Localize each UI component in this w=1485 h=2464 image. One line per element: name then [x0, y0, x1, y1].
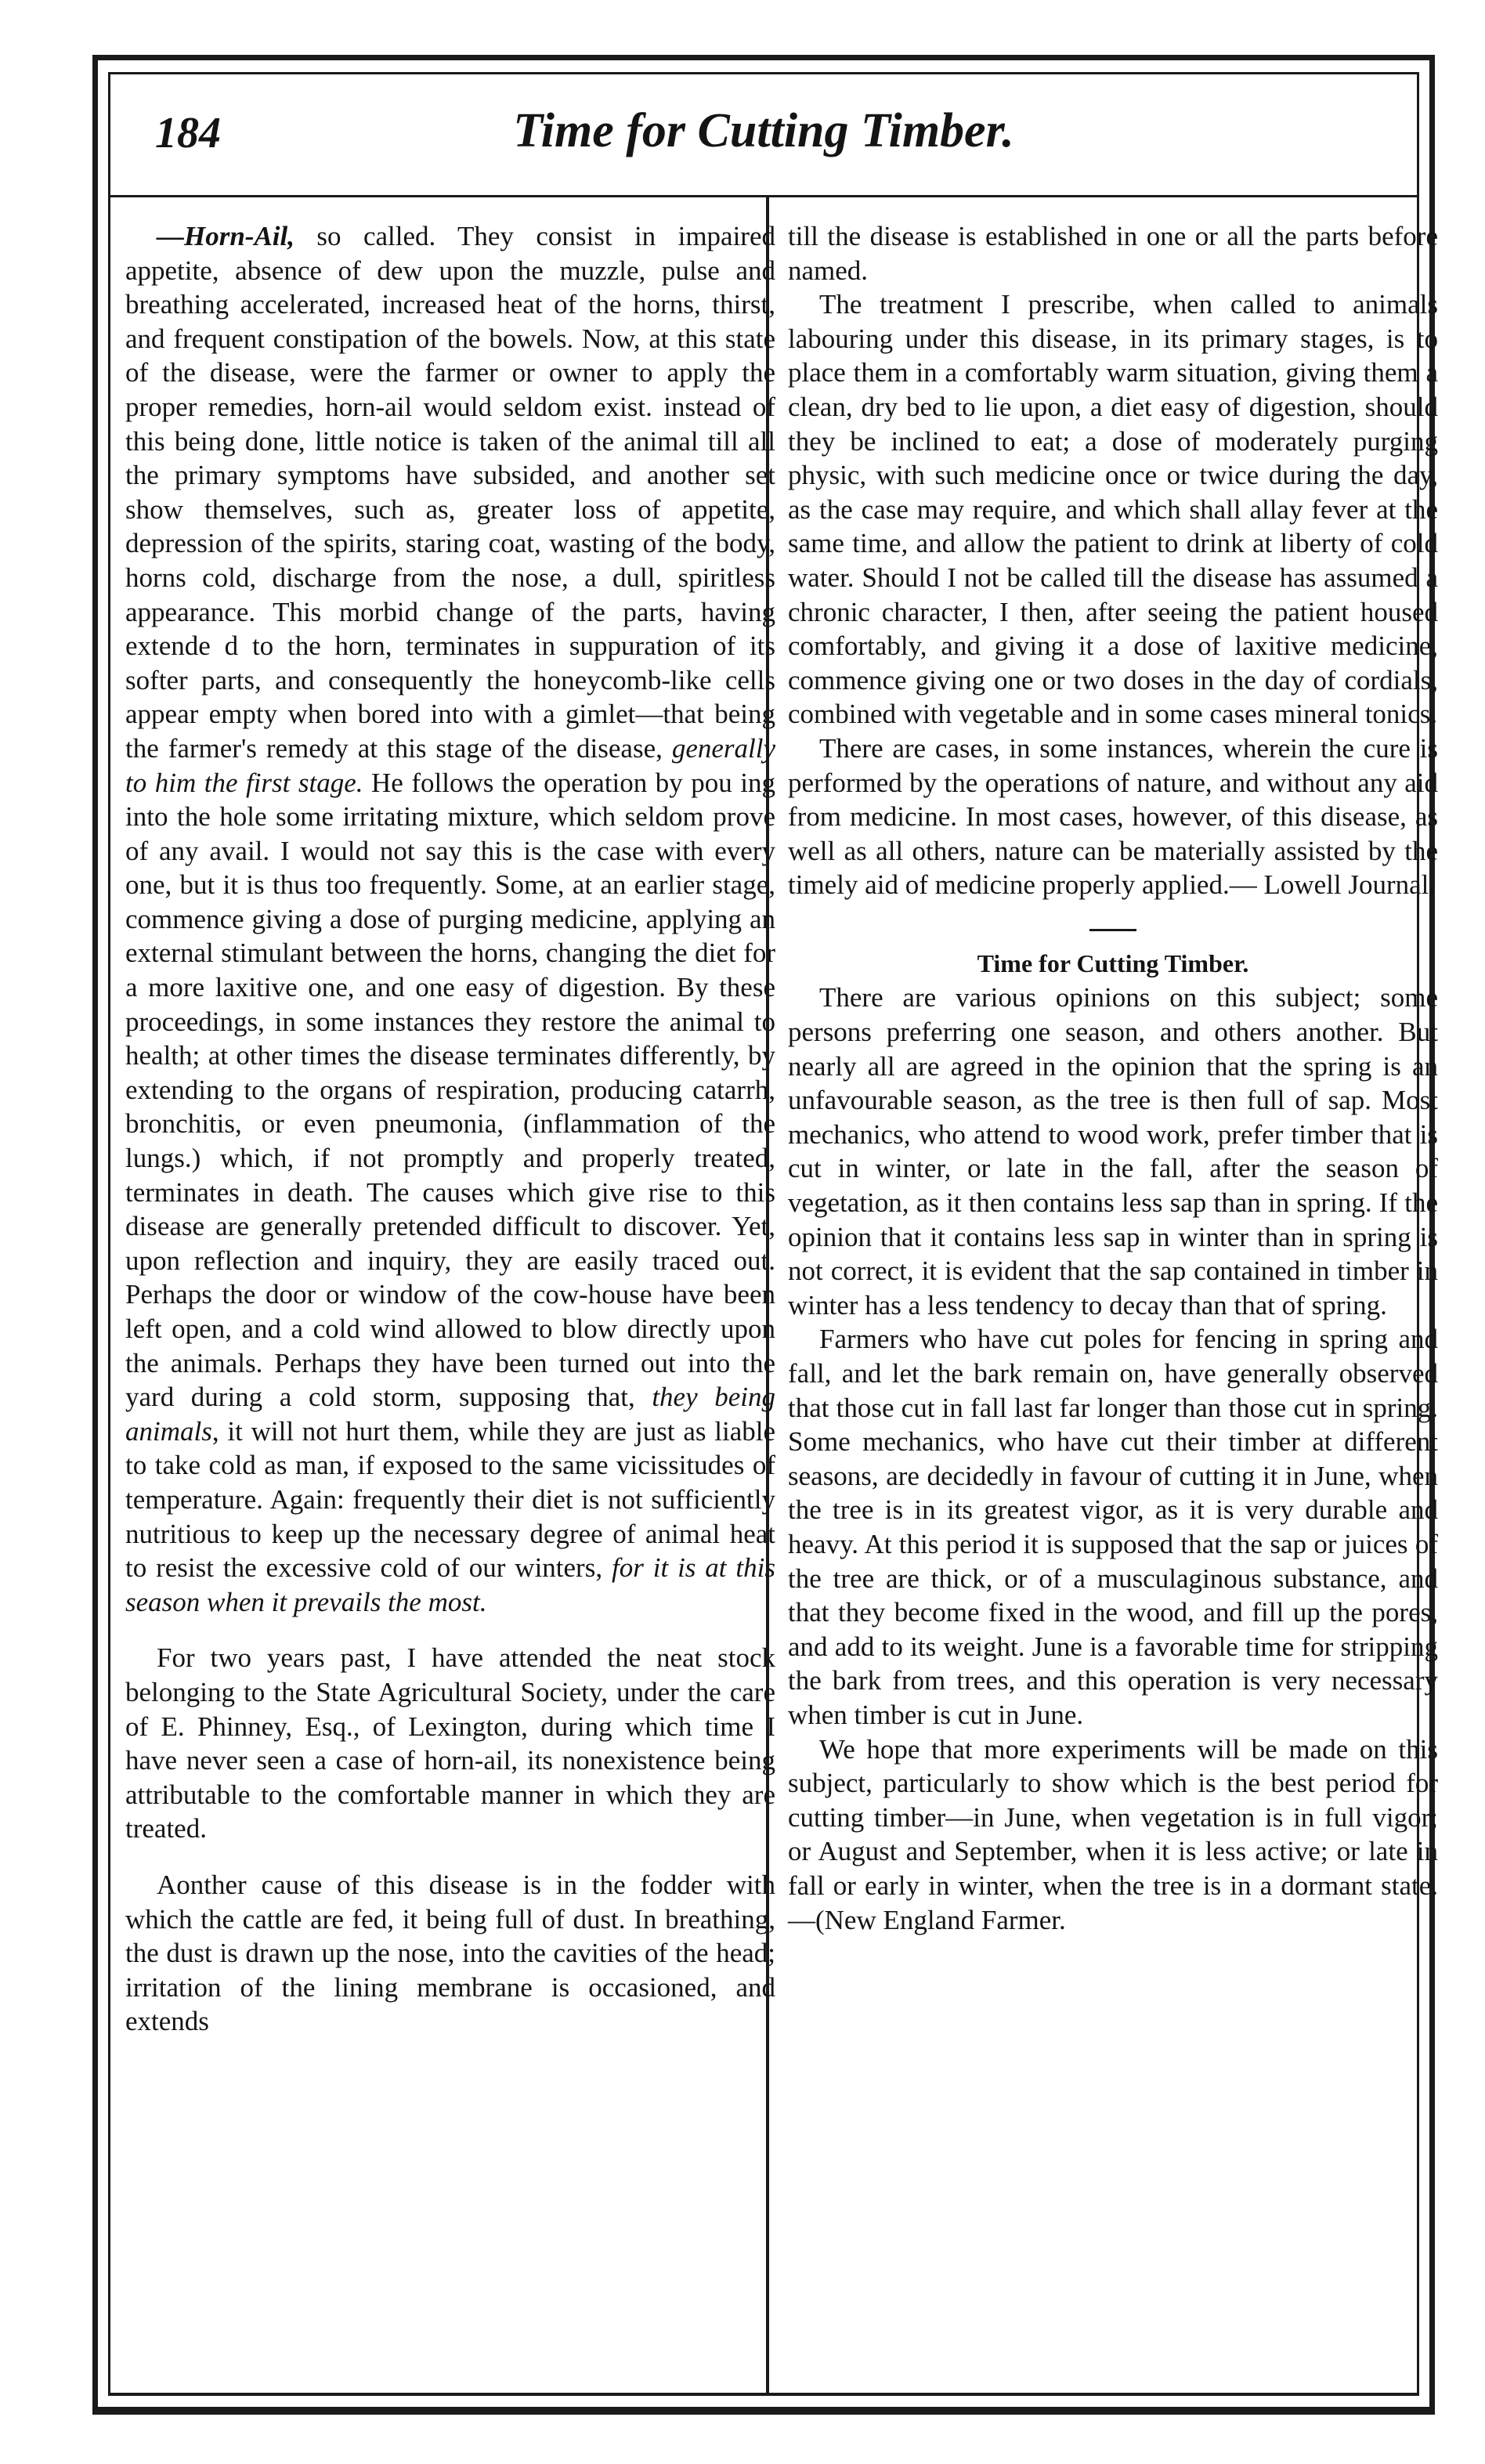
neat-stock-paragraph: For two years past, I have attended the neat stock belonging to the State Agricultural Society, under the care of E. Phinney, Esq., of Lexington, during which time I have never seen a case of horn-ail, its nonexistence being attributable to the comfortable manner in which they are treated. — [125, 1642, 775, 1844]
treatment-paragraph: The treatment I prescribe, when called to animals labouring under this disease, in its primary stages, is to place them in a comfortably warm situation, giving them a clean, dry bed to lie upon, a diet easy of digestion, should they be inclined to eat; a dose of moderately purging physic, with such medicine once or twice during the day, as the case may require, and which shall allay fever at the same time, and allow the patient to drink at liberty of cold water. Should I not be called till the disease has assumed a chronic character, I then, after seeing the patient housed comfortably, and giving it a dose of laxitive medicine, commence giving one or two doses in the day of cordials, combined with vegetable and in some cases mineral tonics. — [788, 289, 1438, 730]
fodder-paragraph: Aonther cause of this disease is in the fodder with which the cattle are fed, it being full of dust. In breathing, the dust is drawn up the nose, into the cavities of the head; irritation of the lining membrane is occasioned, and extends — [125, 1869, 775, 2037]
nature-cure-paragraph: There are cases, in some instances, wherein the cure is performed by the operations of nature, and without any aid from medicine. In most cases, however, of this disease, as well as all others, nature can be materially assisted by the timely aid of medicine properly applied.— Lowell Journal. — [788, 732, 1438, 901]
section-divider — [1089, 929, 1136, 931]
right-column — [788, 219, 1438, 1937]
horn-ail-lead: —Horn-Ail, — [157, 221, 295, 251]
running-title: Time for Cutting Timber. — [513, 104, 1014, 157]
continuation-paragraph: till the disease is established in one or all the parts before named. — [788, 221, 1438, 286]
horn-ail-paragraph: —Horn-Ail, so called. They consist in impaired appetite, absence of dew upon the muzzle, pulse and breathing accelerated, increased heat of the horns, thirst, and frequent constipation of the bowels. Now, at this state of the disease, were the farmer or owner to apply the proper remedies, horn-ail would seldom exist. instead of this being done, little notice is taken of the animal till all the primary symptoms have subsided, and another set show themselves, such as, greater loss of appetite, depression of the spirits, staring coat, wasting of the body, horns cold, discharge from the nose, a dull, spiritless appearance. This morbid change of the parts, having extende d to the horn, terminates in suppuration of its softer parts, and consequently the honeycomb-like cells appear empty when bored into with a gimlet—that being the farmer's remedy at this stage of the disease, generally to him the first stage. He follows the operation by pou ing into the hole some irritating mixture, which seldom prove of any avail. I would not say this is the case with every one, but it is thus too frequently. Some, at an earlier stage, commence giving a dose of purging medicine, applying an external stimulant between the horns, changing the diet for a more laxitive one, and one easy of digestion. By these proceedings, in some instances they restore the animal to health; at other times the disease terminates differently, by extending to the organs of respiration, producing catarrh, bronchitis, or even pneumonia, (inflammation of the lungs.) which, if not promptly and properly treated, terminates in death. The causes which give rise to this disease are generally pretended difficult to discover. Yet, upon reflection and inquiry, they are easily traced out. Perhaps the door or window of the cow-house have been left open, and a cold wind allowed to blow directly upon the animals. Perhaps they have been turned out into the yard during a cold storm, supposing that, they being animals, it will not hurt them, while they are just as liable to take cold as man, if exposed to the same vicissitudes of temperature. Again: frequently their diet is not sufficiently nutritious to keep up the necessary degree of animal heat to resist the excessive cold of our winters, for it is at this season when it prevails the most. — [125, 221, 775, 1617]
section-title: Time for Cutting Timber. — [977, 948, 1249, 977]
farmers-paragraph: Farmers who have cut poles for fencing in spring and fall, and let the bark remain on, have generally observed that those cut in fall last far longer than those cut in spring. Some mechanics, who have cut their timber at different seasons, are decidedly in favour of cutting it in June, when the tree is in its greatest vigor, as it is very durable and heavy. At this period it is supposed that the sap or juices of the tree are thick, or of a musculaginous substance, and that they become fixed in the wood, and fill up the pores, and add to its weight. June is a favorable time for stripping the bark from trees, and this operation is very necessary when timber is cut in June. — [788, 1324, 1438, 1730]
opinions-paragraph: There are various opinions on this subject; some persons preferring one season, and others another. But nearly all are agreed in the opinion that the spring is an unfavourable season, as the tree is then full of sap. Most mechanics, who attend to wood work, prefer timber that is cut in winter, or late in the fall, after the season of vegetation, as it then contains less sap than in spring. If the opinion that it contains less sap in winter than in spring is not correct, it is evident that the sap contained in timber in winter has a less tendency to decay than that of spring. — [788, 982, 1438, 1321]
page-number: 184 — [155, 109, 221, 157]
bottom-rule-outer — [92, 2412, 1435, 2415]
left-column — [125, 219, 775, 2039]
experiments-paragraph: We hope that more experiments will be made on this subject, particularly to show which is the best period for cutting timber—in June, when vegetation is in full vigor; or August and September, when it is less active; or late in fall or early in winter, when the tree is in a dormant state.—(New England Farmer. — [788, 1733, 1438, 1935]
page-header — [108, 72, 1419, 197]
bottom-rule — [108, 2394, 1419, 2396]
